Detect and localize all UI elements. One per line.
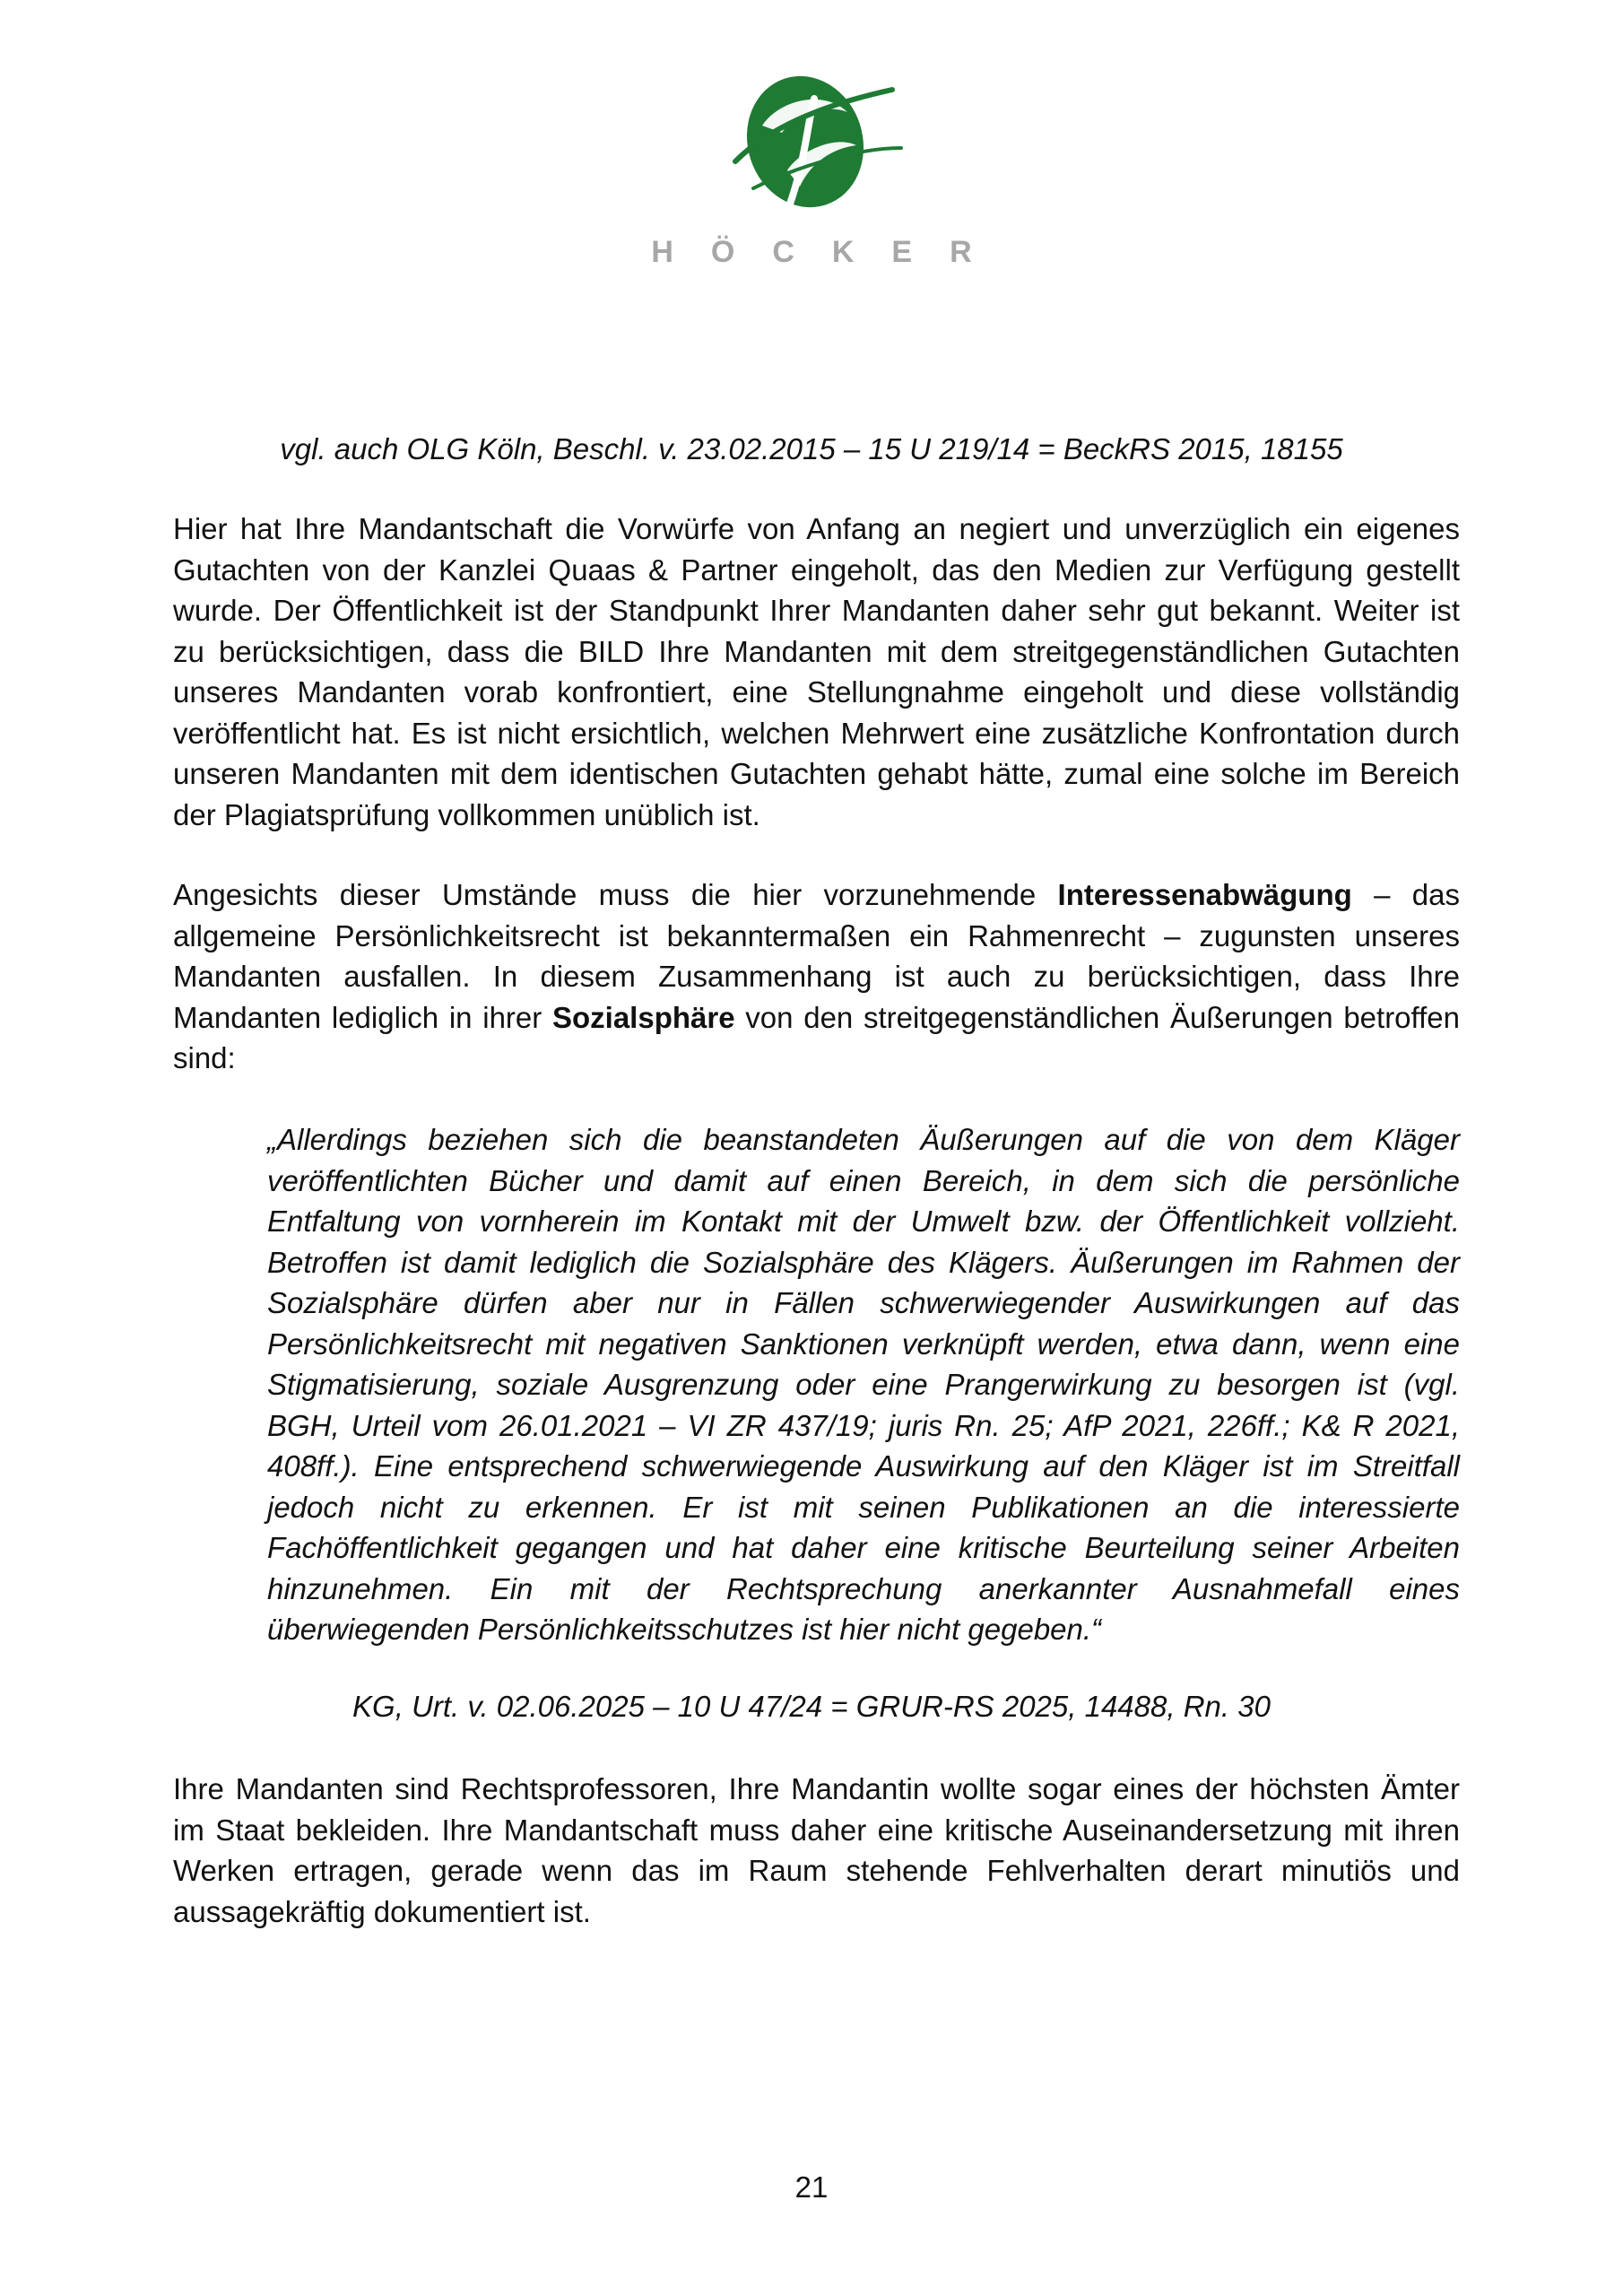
citation-olg-koeln: vgl. auch OLG Köln, Beschl. v. 23.02.2015 – 15 U 219/14 = BeckRS 2015, 18155 [280,432,1343,465]
paragraph-text: von den streitgegenständlichen Äußerungen betroffen sind: [173,1000,1460,1074]
paragraph-mandantschaft: Hier hat Ihre Mandantschaft die Vorwürfe von Anfang an negiert und unverzüglich ein eigenes Gutachten von der Kanzlei Quaas & Partner eingeholt, das den Medien zur Verfügung gestellt wurde. Der Öffentlichkeit ist der Standpunkt Ihrer Mandanten daher sehr gut bekannt. Weiter ist zu berücksichtigen, dass die BILD Ihre Mandanten mit dem streitgegenständlichen Gutachten unseres Mandanten vorab konfrontiert, eine Stellungnahme eingeholt und diese vollständig veröffentlicht hat. Es ist nicht ersichtlich, welchen Mehrwert eine zusätzliche Konfrontation durch unseren Mandanten mit dem identischen Gutachten gehabt hätte, zumal eine solche im Bereich der Plagiatsprüfung vollkommen unüblich ist. [173,512,1460,831]
hoecker-monogram-logo [699,63,924,224]
page-number: 21 [794,2170,829,2204]
paragraph-rechtsprofessoren: Ihre Mandanten sind Rechtsprofessoren, Ihre Mandantin wollte sogar eines der höchsten Ämter im Staat bekleiden. Ihre Mandantschaft muss daher eine kritische Auseinandersetzung mit ihren Werken ertragen, gerade wenn das im Raum stehende Fehlverhalten derart minutiös und aussagekräftig dokumentiert ist. [173,1772,1460,1928]
paragraph-text: – das allgemeine Persönlichkeitsrecht ist bekanntermaßen ein Rahmenrecht – zugunsten unseres Mandanten ausfallen. In diesem Zusammenhang ist auch zu berücksichtigen, dass Ihre Mandanten lediglich in ihrer [173,878,1460,1034]
block-quote: „Allerdings beziehen sich die beanstandeten Äußerungen auf die von dem Kläger veröffentlichten Bücher und damit auf einen Bereich, in dem sich die persönliche Entfaltung von vornherein im Kontakt mit der Umwelt bzw. der Öffentlichkeit vollzieht. Betroffen ist damit lediglich die Sozialsphäre des Klägers. Äußerungen im Rahmen der Sozialsphäre dürfen aber nur in Fällen schwerwiegender Auswirkungen auf das Persönlichkeitsrecht mit negativen Sanktionen verknüpft werden, etwa dann, wenn eine Stigmatisierung, soziale Ausgrenzung oder eine Prangerwirkung zu besorgen ist (vgl. BGH, Urteil vom 26.01.2021 – VI ZR 437/19; juris Rn. 25; AfP 2021, 226ff.; K& R 2021, 408ff.). Eine entsprechend schwerwiegende Auswirkung auf den Kläger ist im Streitfall jedoch nicht zu erkennen. Er ist mit seinen Publikationen an die interessierte Fachöffentlichkeit gegangen und hat daher eine kritische Beurteilung seiner Arbeiten hinzunehmen. Ein mit der Rechtsprechung anerkannter Ausnahmefall eines überwiegenden Persönlichkeitsschutzes ist hier nicht gegeben.“ [267,1123,1460,1646]
citation-kg-urteil: KG, Urt. v. 02.06.2025 – 10 U 47/24 = GRUR-RS 2025, 14488, Rn. 30 [352,1690,1271,1723]
bold-term-interessenabwaegung: Interessenabwägung [1057,878,1352,911]
brand-name: HÖCKER [651,235,1010,269]
bold-term-sozialsphaere: Sozialsphäre [551,1000,735,1034]
paragraph-text: Angesichts dieser Umstände muss die hier vorzunehmende [173,878,1058,911]
paragraph-interessenabwaegung [173,874,1460,1079]
